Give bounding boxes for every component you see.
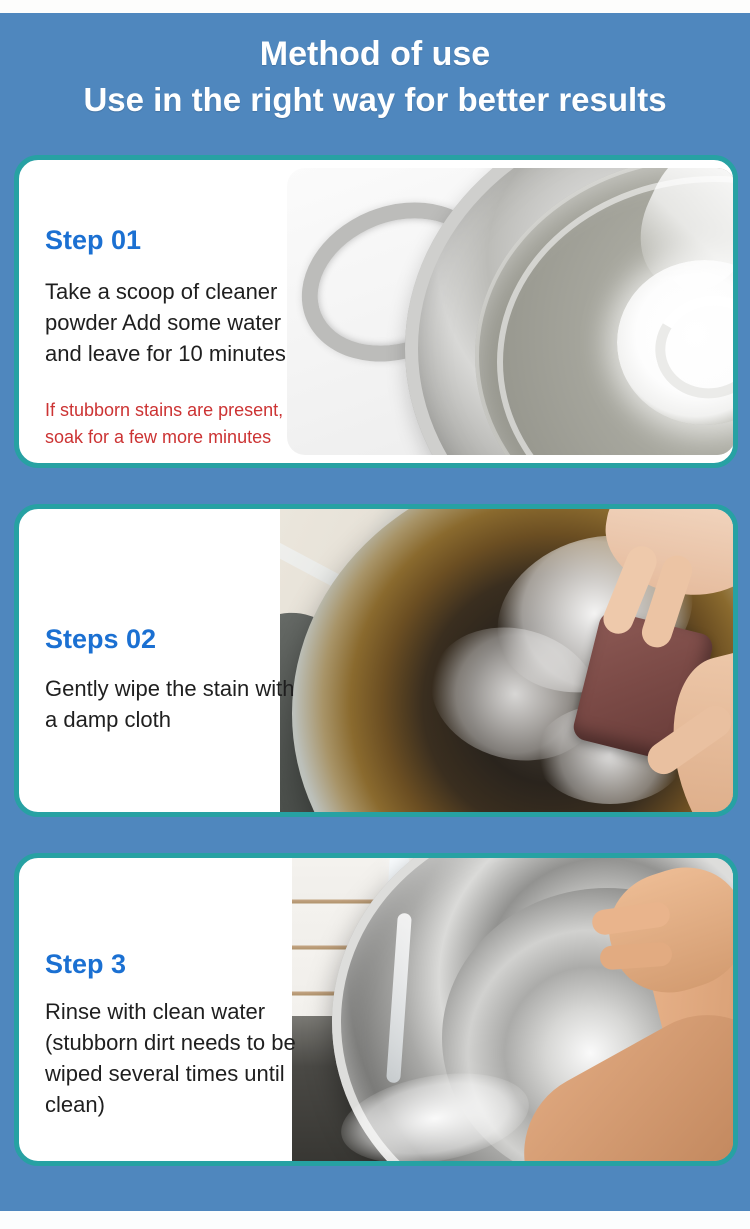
step3-description: Rinse with clean water (stubborn dirt needs to be wiped several times until clean): [45, 999, 296, 1117]
step3-text-block: [45, 948, 307, 1120]
bottom-white-strip: [0, 1211, 750, 1229]
finger-shape: [599, 942, 672, 971]
step2-description: Gently wipe the stain with a damp cloth: [45, 676, 295, 732]
step-card-3: [14, 853, 738, 1166]
instruction-page: [0, 13, 750, 1211]
step2-text-block: [45, 623, 307, 735]
step3-title: Step 3: [45, 949, 127, 979]
step1-description: Take a scoop of cleaner powder Add some water and leave for 10 minutes: [45, 279, 286, 366]
step-card-2: [14, 504, 738, 817]
steps-list: [0, 155, 750, 1166]
step2-title: Steps 02: [45, 624, 157, 654]
step-card-1: [14, 155, 738, 468]
top-white-strip: [0, 0, 750, 13]
step1-title: Step 01: [45, 225, 142, 255]
step3-photo: [292, 858, 735, 1161]
step1-warning-note: If stubborn stains are present, soak for a few more minutes: [45, 400, 284, 447]
step1-text-block: [45, 224, 307, 451]
step1-photo: [287, 168, 735, 455]
page-subtitle: Use in the right way for better results: [83, 81, 667, 118]
page-title: Method of use: [259, 35, 491, 73]
header-banner: [0, 31, 750, 123]
step2-photo: [280, 509, 735, 812]
